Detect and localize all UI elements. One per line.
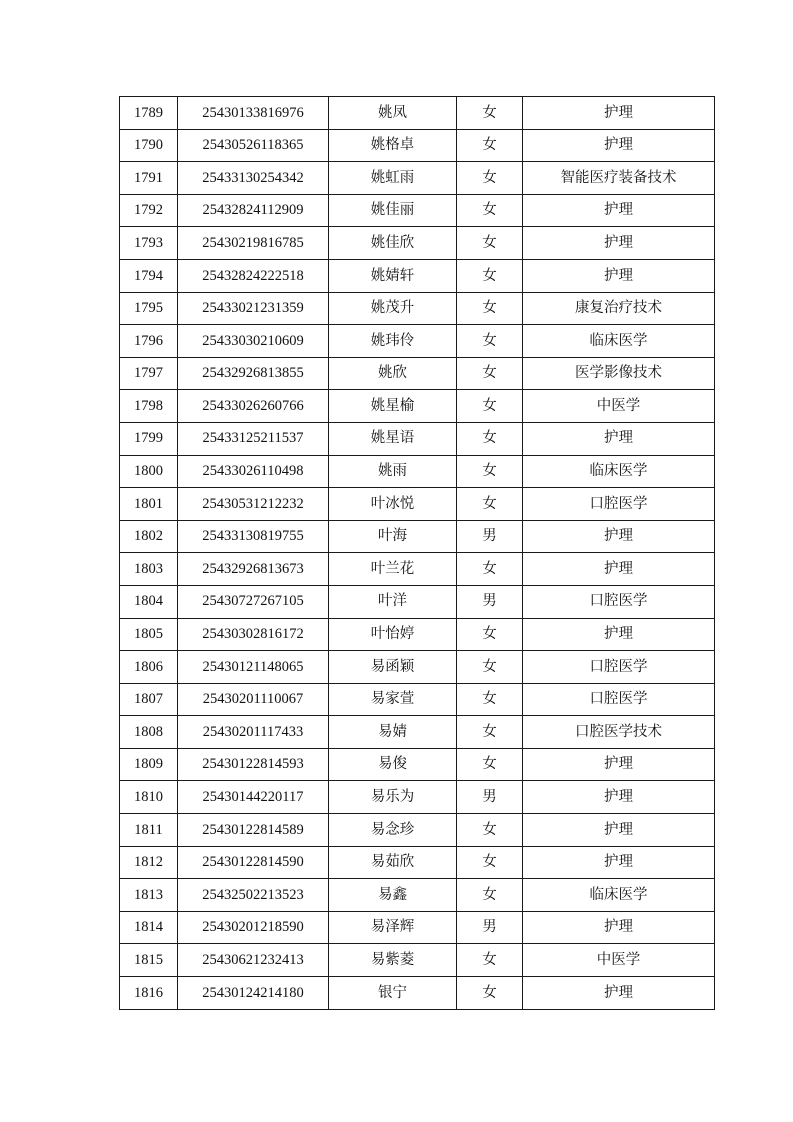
- exam-number-cell: 25430621232413: [178, 944, 329, 977]
- document-page: [119, 96, 714, 1010]
- gender-cell: 女: [457, 716, 523, 749]
- major-cell: 护理: [523, 194, 715, 227]
- table-row: [120, 814, 715, 847]
- gender-cell: 女: [457, 944, 523, 977]
- gender-cell: 女: [457, 325, 523, 358]
- gender-cell: 女: [457, 879, 523, 912]
- row-number-cell: 1793: [120, 227, 178, 260]
- gender-cell: 女: [457, 97, 523, 130]
- student-name-cell: 易紫菱: [329, 944, 457, 977]
- major-cell: 护理: [523, 748, 715, 781]
- student-name-cell: 易茹欣: [329, 846, 457, 879]
- exam-number-cell: 25430122814589: [178, 814, 329, 847]
- row-number-cell: 1804: [120, 585, 178, 618]
- student-name-cell: 易婧: [329, 716, 457, 749]
- student-name-cell: 姚佳欣: [329, 227, 457, 260]
- major-cell: 智能医疗装备技术: [523, 162, 715, 195]
- row-number-cell: 1794: [120, 259, 178, 292]
- table-row: [120, 194, 715, 227]
- gender-cell: 女: [457, 162, 523, 195]
- major-cell: 护理: [523, 781, 715, 814]
- row-number-cell: 1803: [120, 553, 178, 586]
- exam-number-cell: 25430144220117: [178, 781, 329, 814]
- table-row: [120, 911, 715, 944]
- exam-number-cell: 25430133816976: [178, 97, 329, 130]
- major-cell: 中医学: [523, 944, 715, 977]
- gender-cell: 男: [457, 781, 523, 814]
- major-cell: 口腔医学: [523, 585, 715, 618]
- exam-number-cell: 25430302816172: [178, 618, 329, 651]
- table-row: [120, 227, 715, 260]
- student-name-cell: 银宁: [329, 977, 457, 1010]
- gender-cell: 女: [457, 683, 523, 716]
- major-cell: 护理: [523, 977, 715, 1010]
- table-row: [120, 618, 715, 651]
- exam-number-cell: 25430531212232: [178, 488, 329, 521]
- table-row: [120, 259, 715, 292]
- exam-number-cell: 25432502213523: [178, 879, 329, 912]
- major-cell: 护理: [523, 846, 715, 879]
- table-row: [120, 944, 715, 977]
- table-row: [120, 748, 715, 781]
- gender-cell: 女: [457, 748, 523, 781]
- student-name-cell: 叶冰悦: [329, 488, 457, 521]
- major-cell: 护理: [523, 227, 715, 260]
- row-number-cell: 1807: [120, 683, 178, 716]
- student-name-cell: 姚雨: [329, 455, 457, 488]
- row-number-cell: 1813: [120, 879, 178, 912]
- exam-number-cell: 25433125211537: [178, 422, 329, 455]
- exam-number-cell: 25430121148065: [178, 651, 329, 684]
- exam-number-cell: 25433021231359: [178, 292, 329, 325]
- gender-cell: 女: [457, 259, 523, 292]
- table-row: [120, 357, 715, 390]
- major-cell: 护理: [523, 911, 715, 944]
- student-name-cell: 姚欣: [329, 357, 457, 390]
- student-name-cell: 姚虹雨: [329, 162, 457, 195]
- major-cell: 口腔医学: [523, 651, 715, 684]
- exam-number-cell: 25430122814593: [178, 748, 329, 781]
- table-row: [120, 716, 715, 749]
- major-cell: 临床医学: [523, 325, 715, 358]
- exam-number-cell: 25432824112909: [178, 194, 329, 227]
- exam-number-cell: 25433130254342: [178, 162, 329, 195]
- roster-table-body: [120, 97, 715, 1010]
- table-row: [120, 879, 715, 912]
- gender-cell: 女: [457, 618, 523, 651]
- exam-number-cell: 25433026110498: [178, 455, 329, 488]
- table-row: [120, 520, 715, 553]
- student-name-cell: 叶海: [329, 520, 457, 553]
- gender-cell: 女: [457, 357, 523, 390]
- row-number-cell: 1800: [120, 455, 178, 488]
- exam-number-cell: 25433030210609: [178, 325, 329, 358]
- table-row: [120, 129, 715, 162]
- student-name-cell: 姚婧轩: [329, 259, 457, 292]
- exam-number-cell: 25432926813855: [178, 357, 329, 390]
- student-name-cell: 姚茂升: [329, 292, 457, 325]
- student-name-cell: 姚玮伶: [329, 325, 457, 358]
- row-number-cell: 1799: [120, 422, 178, 455]
- table-row: [120, 422, 715, 455]
- row-number-cell: 1809: [120, 748, 178, 781]
- student-name-cell: 叶洋: [329, 585, 457, 618]
- exam-number-cell: 25433026260766: [178, 390, 329, 423]
- gender-cell: 女: [457, 422, 523, 455]
- student-name-cell: 姚星语: [329, 422, 457, 455]
- gender-cell: 男: [457, 520, 523, 553]
- table-row: [120, 553, 715, 586]
- exam-number-cell: 25430124214180: [178, 977, 329, 1010]
- row-number-cell: 1805: [120, 618, 178, 651]
- row-number-cell: 1801: [120, 488, 178, 521]
- student-name-cell: 姚凤: [329, 97, 457, 130]
- student-name-cell: 易乐为: [329, 781, 457, 814]
- row-number-cell: 1790: [120, 129, 178, 162]
- exam-number-cell: 25430219816785: [178, 227, 329, 260]
- table-row: [120, 390, 715, 423]
- row-number-cell: 1798: [120, 390, 178, 423]
- gender-cell: 女: [457, 129, 523, 162]
- student-name-cell: 易泽辉: [329, 911, 457, 944]
- row-number-cell: 1816: [120, 977, 178, 1010]
- student-name-cell: 姚格卓: [329, 129, 457, 162]
- exam-number-cell: 25432926813673: [178, 553, 329, 586]
- gender-cell: 女: [457, 977, 523, 1010]
- student-name-cell: 姚佳丽: [329, 194, 457, 227]
- major-cell: 护理: [523, 97, 715, 130]
- table-row: [120, 455, 715, 488]
- row-number-cell: 1811: [120, 814, 178, 847]
- gender-cell: 女: [457, 390, 523, 423]
- gender-cell: 女: [457, 227, 523, 260]
- major-cell: 护理: [523, 520, 715, 553]
- gender-cell: 女: [457, 488, 523, 521]
- row-number-cell: 1796: [120, 325, 178, 358]
- table-row: [120, 781, 715, 814]
- major-cell: 临床医学: [523, 879, 715, 912]
- row-number-cell: 1806: [120, 651, 178, 684]
- major-cell: 医学影像技术: [523, 357, 715, 390]
- student-name-cell: 易俊: [329, 748, 457, 781]
- major-cell: 护理: [523, 618, 715, 651]
- row-number-cell: 1802: [120, 520, 178, 553]
- row-number-cell: 1797: [120, 357, 178, 390]
- major-cell: 口腔医学技术: [523, 716, 715, 749]
- exam-number-cell: 25430727267105: [178, 585, 329, 618]
- major-cell: 康复治疗技术: [523, 292, 715, 325]
- exam-number-cell: 25433130819755: [178, 520, 329, 553]
- major-cell: 口腔医学: [523, 683, 715, 716]
- row-number-cell: 1810: [120, 781, 178, 814]
- row-number-cell: 1791: [120, 162, 178, 195]
- exam-number-cell: 25430201218590: [178, 911, 329, 944]
- student-name-cell: 叶怡婷: [329, 618, 457, 651]
- row-number-cell: 1795: [120, 292, 178, 325]
- gender-cell: 男: [457, 585, 523, 618]
- student-name-cell: 易鑫: [329, 879, 457, 912]
- student-name-cell: 易函颖: [329, 651, 457, 684]
- gender-cell: 女: [457, 194, 523, 227]
- row-number-cell: 1792: [120, 194, 178, 227]
- exam-number-cell: 25430201117433: [178, 716, 329, 749]
- gender-cell: 女: [457, 292, 523, 325]
- major-cell: 护理: [523, 553, 715, 586]
- exam-number-cell: 25430526118365: [178, 129, 329, 162]
- student-name-cell: 叶兰花: [329, 553, 457, 586]
- table-row: [120, 325, 715, 358]
- gender-cell: 女: [457, 846, 523, 879]
- row-number-cell: 1815: [120, 944, 178, 977]
- exam-number-cell: 25430201110067: [178, 683, 329, 716]
- gender-cell: 女: [457, 553, 523, 586]
- exam-number-cell: 25430122814590: [178, 846, 329, 879]
- exam-number-cell: 25432824222518: [178, 259, 329, 292]
- major-cell: 中医学: [523, 390, 715, 423]
- table-row: [120, 683, 715, 716]
- table-row: [120, 97, 715, 130]
- gender-cell: 女: [457, 455, 523, 488]
- major-cell: 口腔医学: [523, 488, 715, 521]
- table-row: [120, 977, 715, 1010]
- table-row: [120, 488, 715, 521]
- table-row: [120, 292, 715, 325]
- row-number-cell: 1814: [120, 911, 178, 944]
- major-cell: 护理: [523, 129, 715, 162]
- row-number-cell: 1812: [120, 846, 178, 879]
- table-row: [120, 846, 715, 879]
- table-row: [120, 585, 715, 618]
- major-cell: 护理: [523, 422, 715, 455]
- table-row: [120, 162, 715, 195]
- gender-cell: 男: [457, 911, 523, 944]
- major-cell: 临床医学: [523, 455, 715, 488]
- gender-cell: 女: [457, 651, 523, 684]
- row-number-cell: 1808: [120, 716, 178, 749]
- major-cell: 护理: [523, 814, 715, 847]
- student-roster-table: [119, 96, 715, 1010]
- student-name-cell: 姚星榆: [329, 390, 457, 423]
- major-cell: 护理: [523, 259, 715, 292]
- gender-cell: 女: [457, 814, 523, 847]
- row-number-cell: 1789: [120, 97, 178, 130]
- student-name-cell: 易念珍: [329, 814, 457, 847]
- table-row: [120, 651, 715, 684]
- student-name-cell: 易家萱: [329, 683, 457, 716]
